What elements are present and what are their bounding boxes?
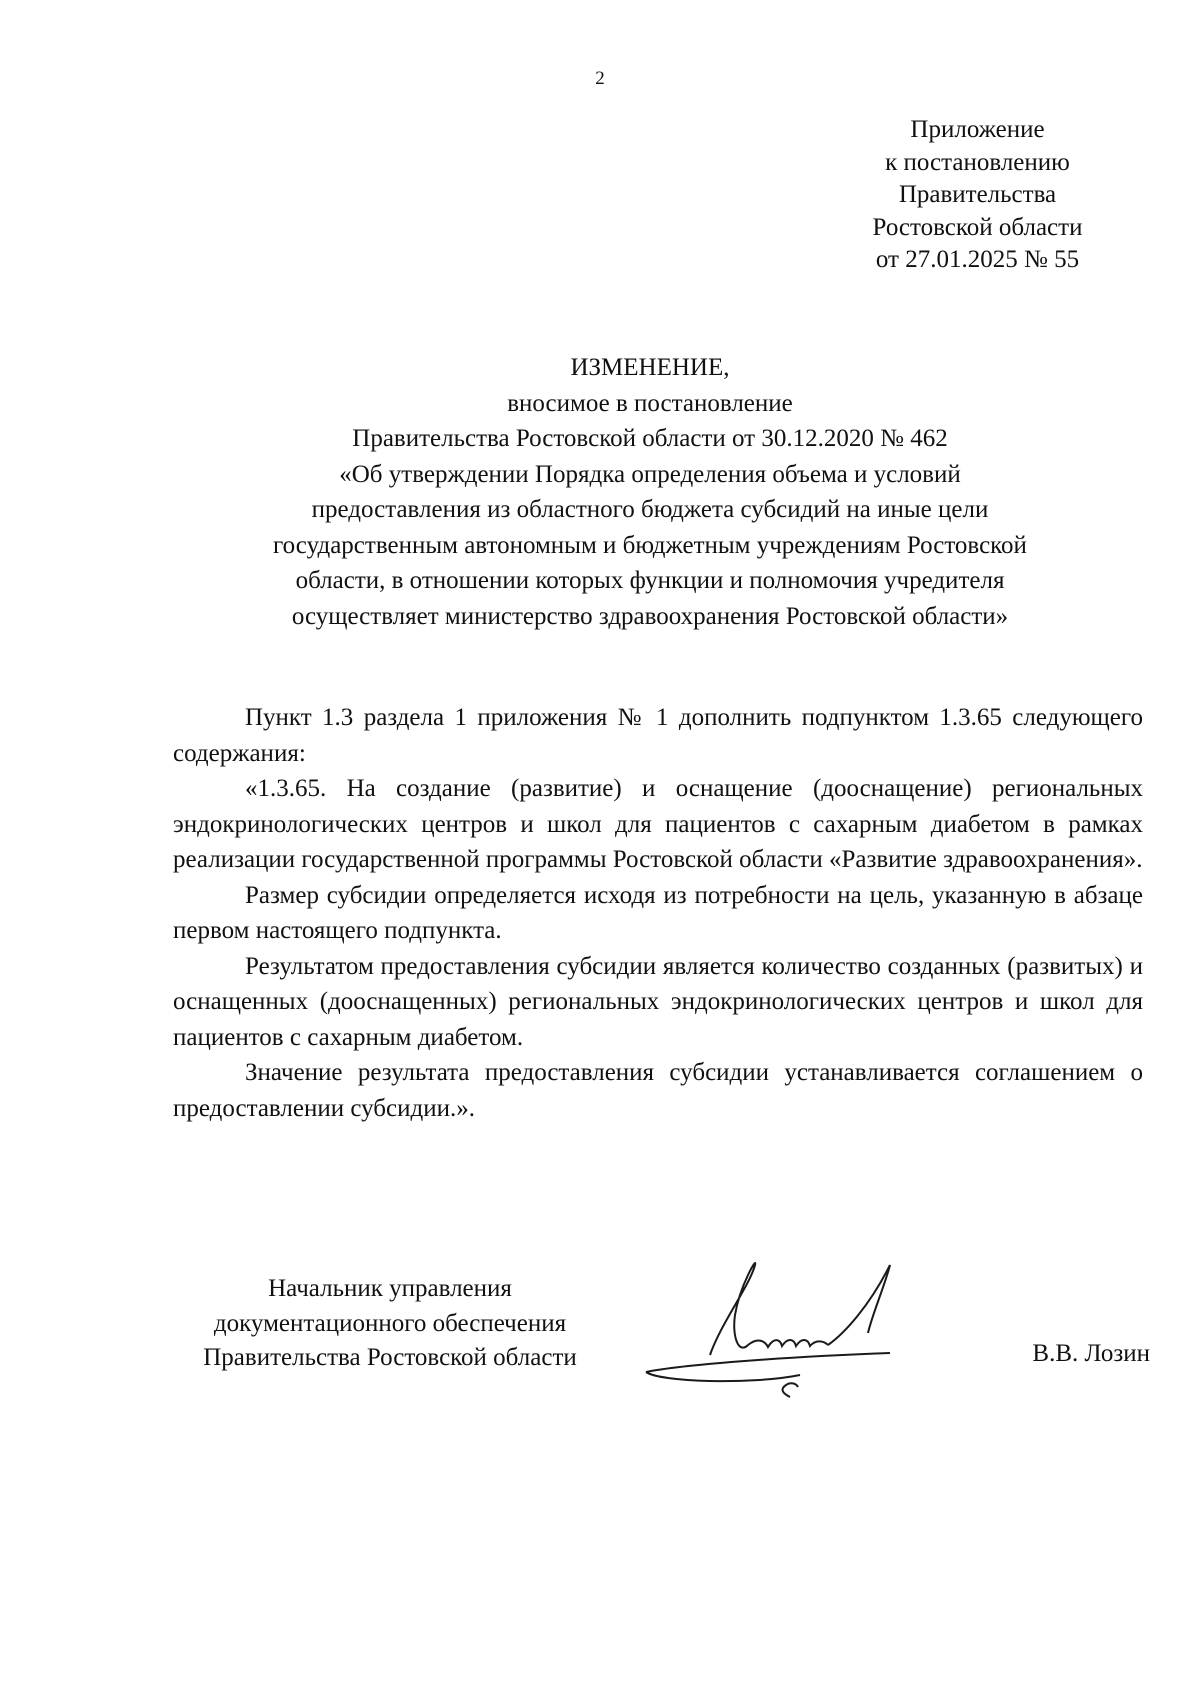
- signer-position: [170, 1272, 610, 1376]
- annex-line: Правительства: [898, 181, 1057, 208]
- body-paragraph: Результатом предоставления субсидии является количество созданных (развитых) и оснащенных (дооснащенных) региональных эндокринологических центров и школ для пациентов с сахарным диабетом.: [173, 952, 1143, 1051]
- signer-position-line: документационного обеспечения: [213, 1309, 567, 1337]
- annex-line: к постановлению: [885, 148, 1070, 176]
- body-paragraph: «1.3.65. На создание (развитие) и оснащение (дооснащение) региональных эндокринологических центров и школ для пациентов с сахарным диабетом в рамках реализации государственной программы Ростовской области «Развитие здравоохранения».: [173, 775, 1143, 873]
- title-line: государственным автономным и бюджетным учреждениям Ростовской: [273, 531, 1027, 559]
- annex-line: Приложение: [910, 116, 1045, 143]
- title-line: «Об утверждении Порядка определения объема и условий: [339, 460, 961, 488]
- title-line: Правительства Ростовской области от 30.12.2020 № 462: [352, 425, 948, 452]
- title-line: осуществляет министерство здравоохранения Ростовской области»: [291, 602, 1009, 630]
- page-number: 2: [595, 68, 605, 89]
- signer-position-line: Начальник управления: [268, 1275, 512, 1302]
- document-title-block: [200, 350, 1100, 634]
- signer-position-line: Правительства Ростовской области: [203, 1344, 577, 1371]
- document-body: [173, 700, 1143, 1126]
- signer-name: В.В. Лозин: [1032, 1340, 1150, 1367]
- title-line: области, в отношении которых функции и полномочия учредителя: [295, 567, 1005, 594]
- title-line: вносимое в постановление: [507, 389, 793, 417]
- body-paragraph: Размер субсидии определяется исходя из потребности на цель, указанную в абзаце первом настоящего подпункта.: [173, 881, 1143, 944]
- annex-line: от 27.01.2025 № 55: [875, 246, 1080, 273]
- handwritten-signature: [640, 1245, 940, 1415]
- body-paragraph: Значение результата предоставления субсидии устанавливается соглашением о предоставлении субсидии.».: [173, 1059, 1143, 1122]
- title-line: предоставления из областного бюджета субсидий на иные цели: [311, 496, 989, 523]
- annex-line: Ростовской области: [872, 213, 1083, 241]
- document-heading: ИЗМЕНЕНИЕ,: [570, 354, 730, 381]
- annex-block: [800, 114, 1155, 277]
- body-paragraph: Пункт 1.3 раздела 1 приложения № 1 дополнить подпунктом 1.3.65 следующего содержания:: [173, 704, 1143, 767]
